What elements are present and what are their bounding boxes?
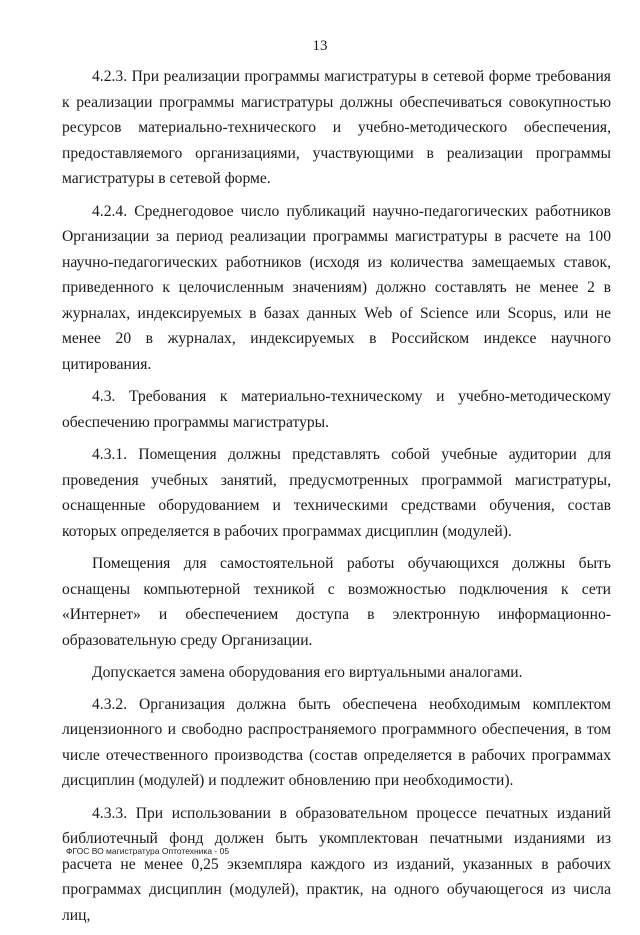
paragraph-self-study-rooms: Помещения для самостоятельной работы обучающихся должны быть оснащены компьютерной техникой с возможностью подключения к сети «Интернет» и обеспечением доступа в электронную информационно-образовательную среду Организации. xyxy=(62,555,611,649)
paragraph-4-3-3: 4.3.3. При использовании в образовательном процессе печатных изданий библиотечный фонд должен быть укомплектован печатными изданиями из расчета не менее 0,25 экземпляра каждого из изданий, указанных в рабочих программах дисциплин (модулей), практик, на одного обучающегося из числа лиц, xyxy=(62,804,611,924)
paragraph-4-3: 4.3. Требования к материально-техническому и учебно-методическому обеспечению программы магистратуры. xyxy=(62,388,611,431)
paragraph-4-3-2: 4.3.2. Организация должна быть обеспечена необходимым комплектом лицензионного и свободно распространяемого программного обеспечения, в том числе отечественного производства (состав определяется в рабочих программах дисциплин (модулей) и подлежит обновлению при необходимости). xyxy=(62,695,611,789)
paragraph-4-2-3: 4.2.3. При реализации программы магистратуры в сетевой форме требования к реализации программы магистратуры должны обеспечиваться совокупностью ресурсов материально-технического и учебно-методического обеспечения, предоставляемого организациями, участвующими в реализации программы магистратуры в сетевой форме. xyxy=(62,68,611,187)
paragraph-4-3-1: 4.3.1. Помещения должны представлять собой учебные аудитории для проведения учебных занятий, предусмотренных программой магистратуры, оснащенные оборудованием и техническими средствами обучения, состав которых определяется в рабочих программах дисциплин (модулей). xyxy=(62,446,611,540)
document-footer: ФГОС ВО магистратура Оптотехника - 05 xyxy=(66,846,230,856)
paragraph-virtual-analogs: Допускается замена оборудования его виртуальными аналогами. xyxy=(92,664,523,681)
document-body xyxy=(62,64,611,935)
paragraph-4-2-4: 4.2.4. Среднегодовое число публикаций научно-педагогических работников Организации за период реализации программы магистратуры в расчете на 100 научно-педагогических работников (исходя из количества замещаемых ставок, приведенного к целочисленным значениям) должно составлять не менее 2 в журналах, индексируемых в базах данных Web of Science или Scopus, или не менее 20 в журналах, индексируемых в Российском индексе научного цитирования. xyxy=(62,202,611,373)
page-number: 13 xyxy=(312,38,328,54)
